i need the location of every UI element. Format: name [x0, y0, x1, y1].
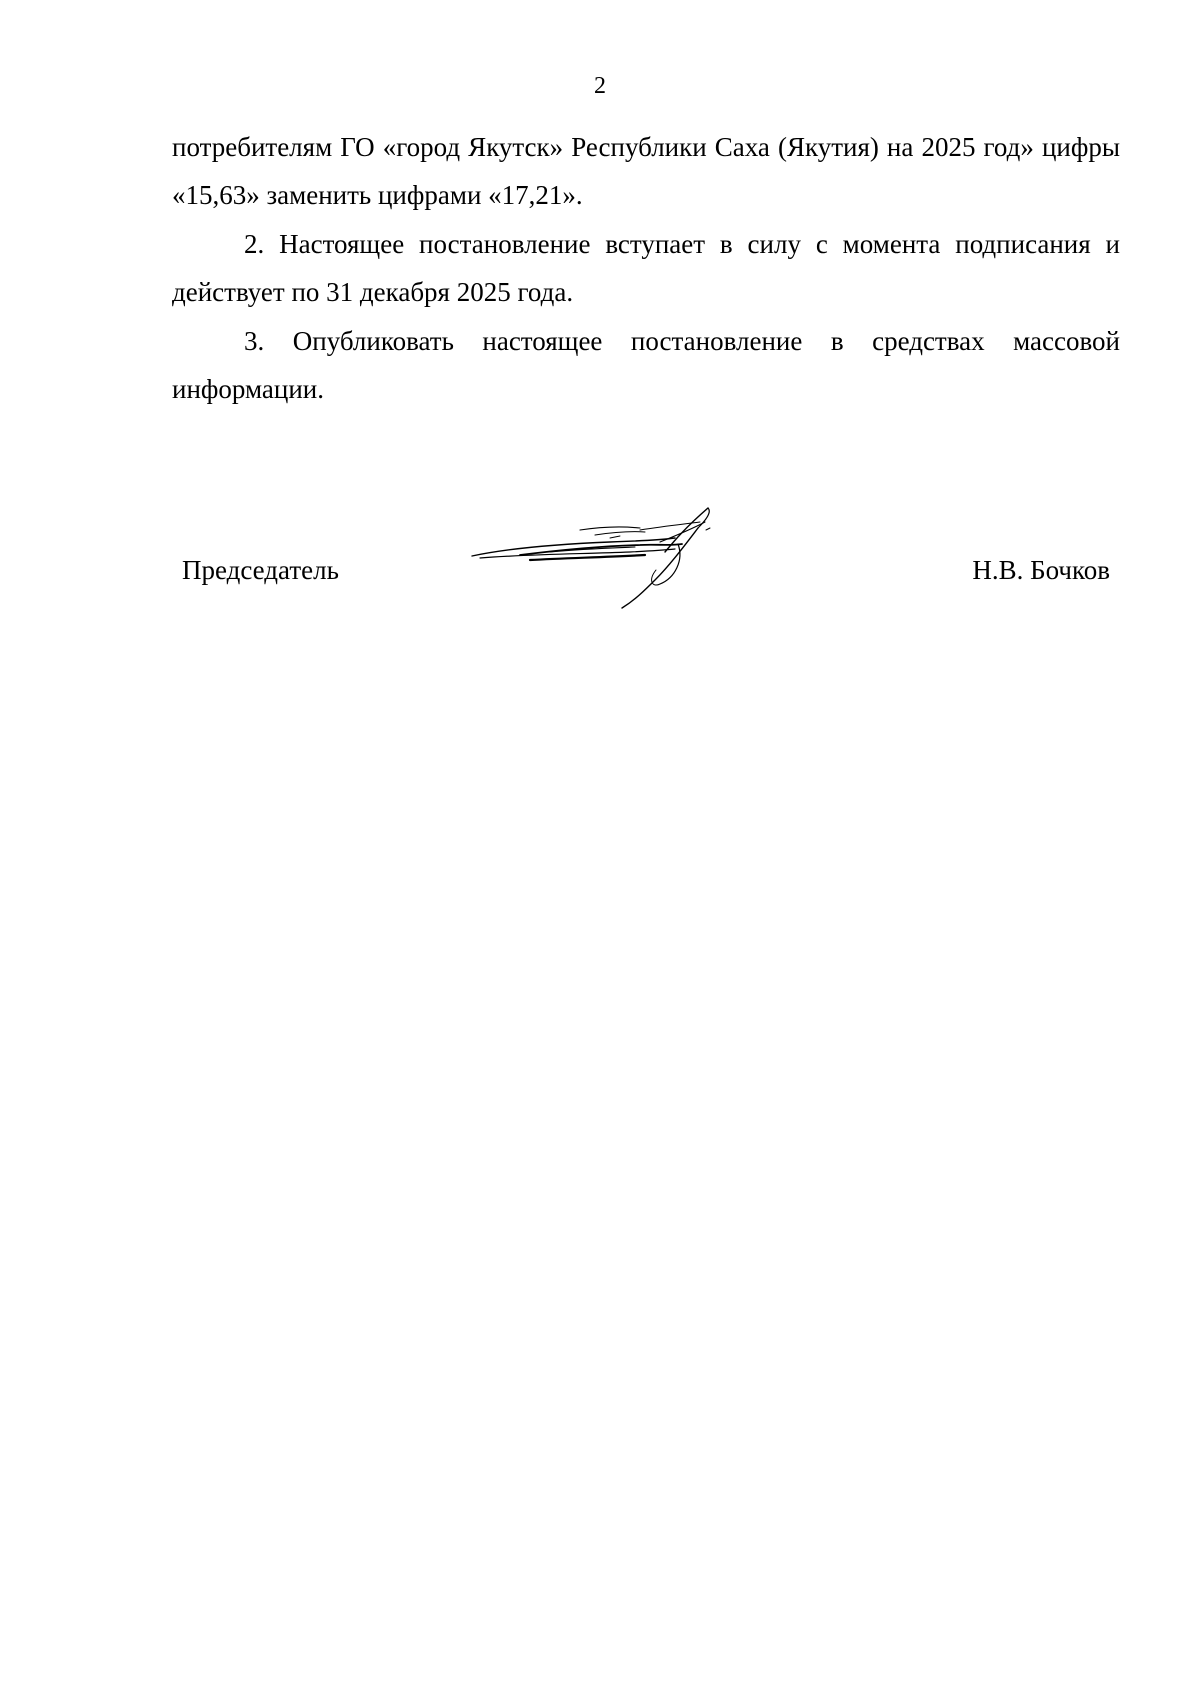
paragraph-text: 3. Опубликовать настоящее постановление в средствах массовой информации. [172, 326, 1120, 404]
paragraph-item-2 [172, 220, 1120, 316]
paragraph-text: 2. Настоящее постановление вступает в силу с момента подписания и действует по 31 декабря 2025 года. [172, 229, 1120, 307]
paragraph-item-3 [172, 317, 1120, 413]
paragraph-text: потребителям ГО «город Якутск» Республики Саха (Якутия) на 2025 год» цифры «15,63» заменить цифрами «17,21». [172, 132, 1120, 210]
page-number: 2 [594, 73, 606, 99]
paragraph-continuation [172, 123, 1120, 219]
signatory-role: Председатель [182, 555, 339, 585]
signatory-name: Н.В. Бочков [972, 555, 1110, 585]
handwritten-signature [470, 500, 790, 610]
